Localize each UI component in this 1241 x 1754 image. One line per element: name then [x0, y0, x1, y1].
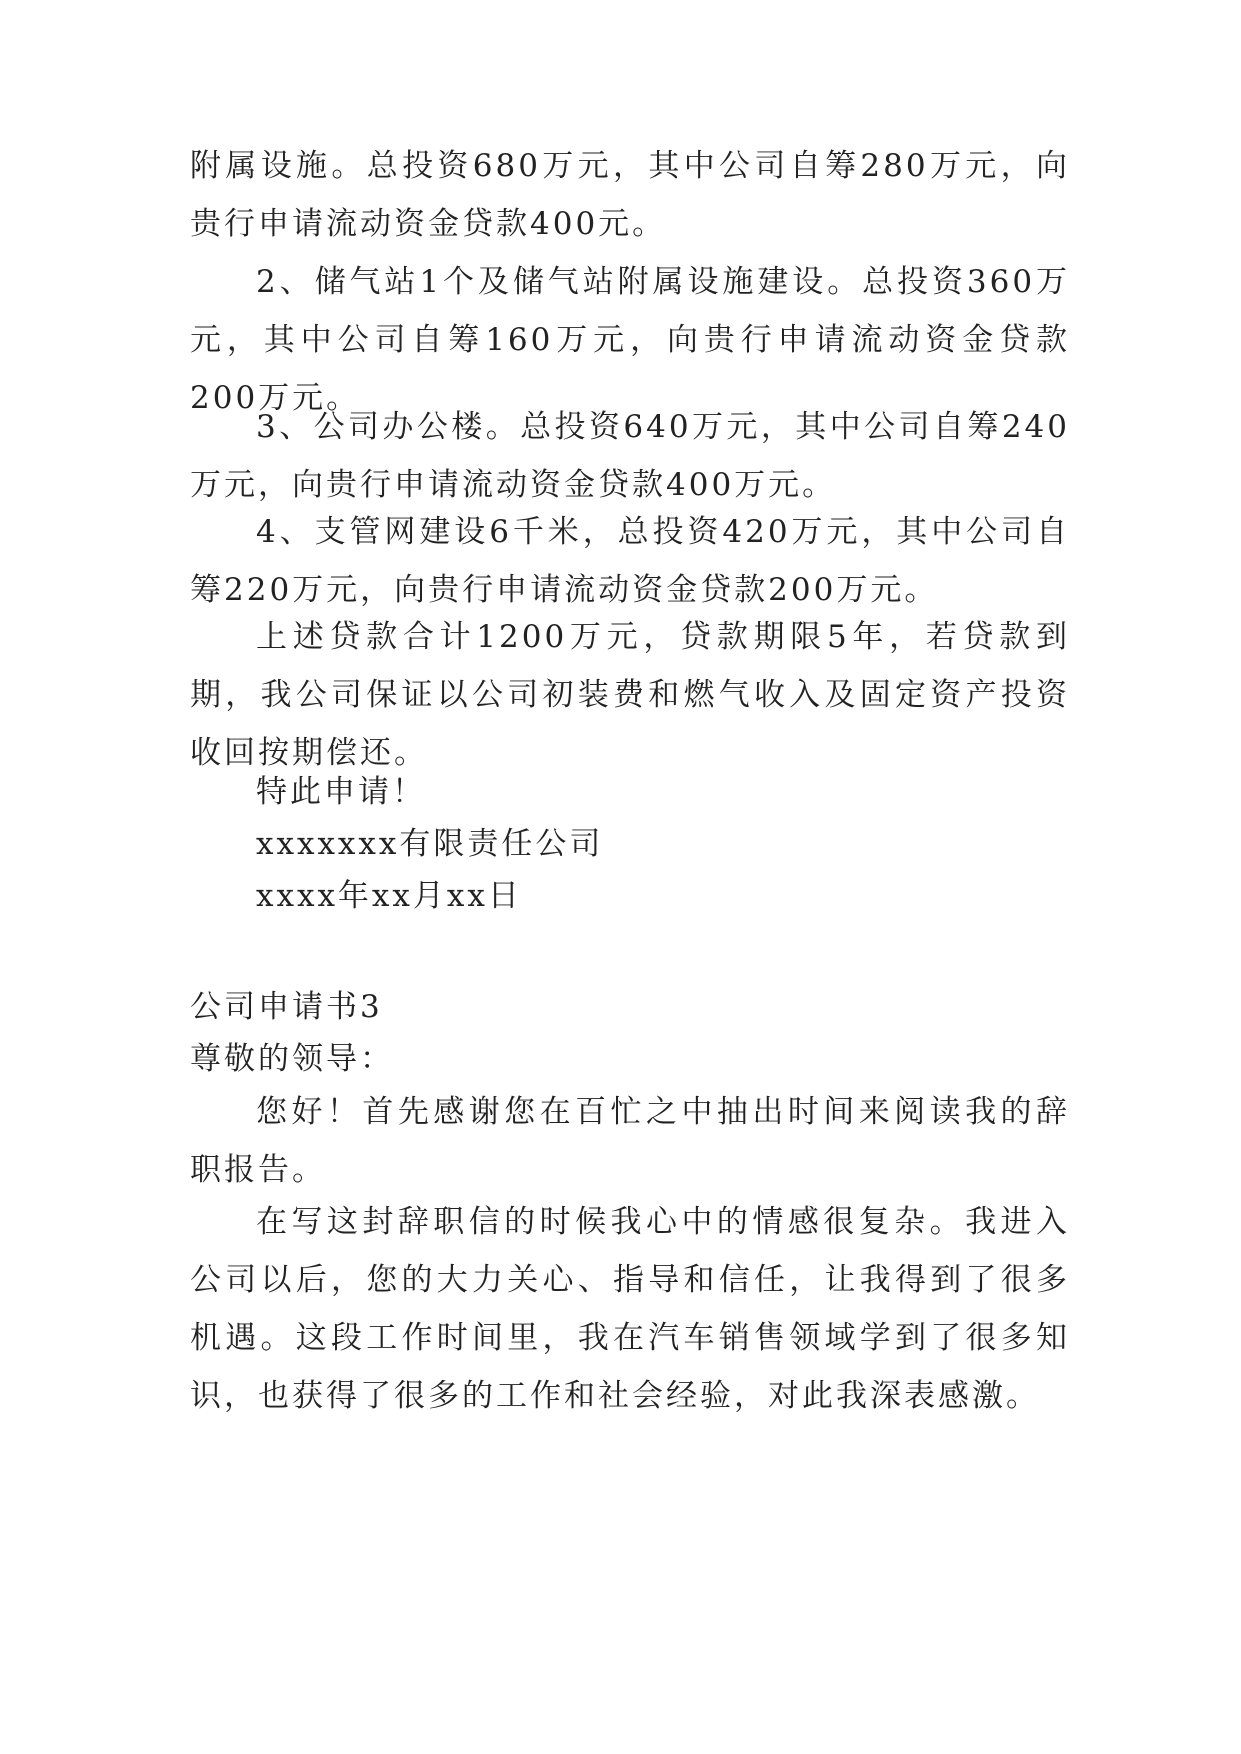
company-signature: xxxxxxx有限责任公司 — [256, 826, 604, 862]
section-title: 公司申请书3 — [190, 989, 383, 1025]
signature-date: xxxx年xx月xx日 — [256, 878, 522, 914]
paragraph-3: 3、公司办公楼。总投资640万元，其中公司自筹240万元，向贵行申请流动资金贷款400万元。 — [190, 409, 1070, 503]
paragraph-2: 2、储气站1个及储气站附属设施建设。总投资360万元，其中公司自筹160万元，向贵行申请流动资金贷款200万元。 — [190, 264, 1070, 416]
letter-paragraph-2: 在写这封辞职信的时候我心中的情感很复杂。我进入公司以后，您的大力关心、指导和信任，让我得到了很多机遇。这段工作时间里，我在汽车销售领域学到了很多知识，也获得了很多的工作和社会经验，对此我深表感激。 — [190, 1204, 1070, 1414]
paragraph-1: 附属设施。总投资680万元，其中公司自筹280万元，向贵行申请流动资金贷款400元。 — [190, 148, 1070, 242]
letter-paragraph-1: 您好！首先感谢您在百忙之中抽出时间来阅读我的辞职报告。 — [190, 1094, 1070, 1188]
closing-request: 特此申请！ — [256, 774, 426, 810]
paragraph-5: 上述贷款合计1200万元，贷款期限5年，若贷款到期，我公司保证以公司初装费和燃气收入及固定资产投资收回按期偿还。 — [190, 619, 1070, 771]
paragraph-4: 4、支管网建设6千米，总投资420万元，其中公司自筹220万元，向贵行申请流动资金贷款200万元。 — [190, 514, 1070, 608]
salutation: 尊敬的领导： — [190, 1041, 394, 1077]
